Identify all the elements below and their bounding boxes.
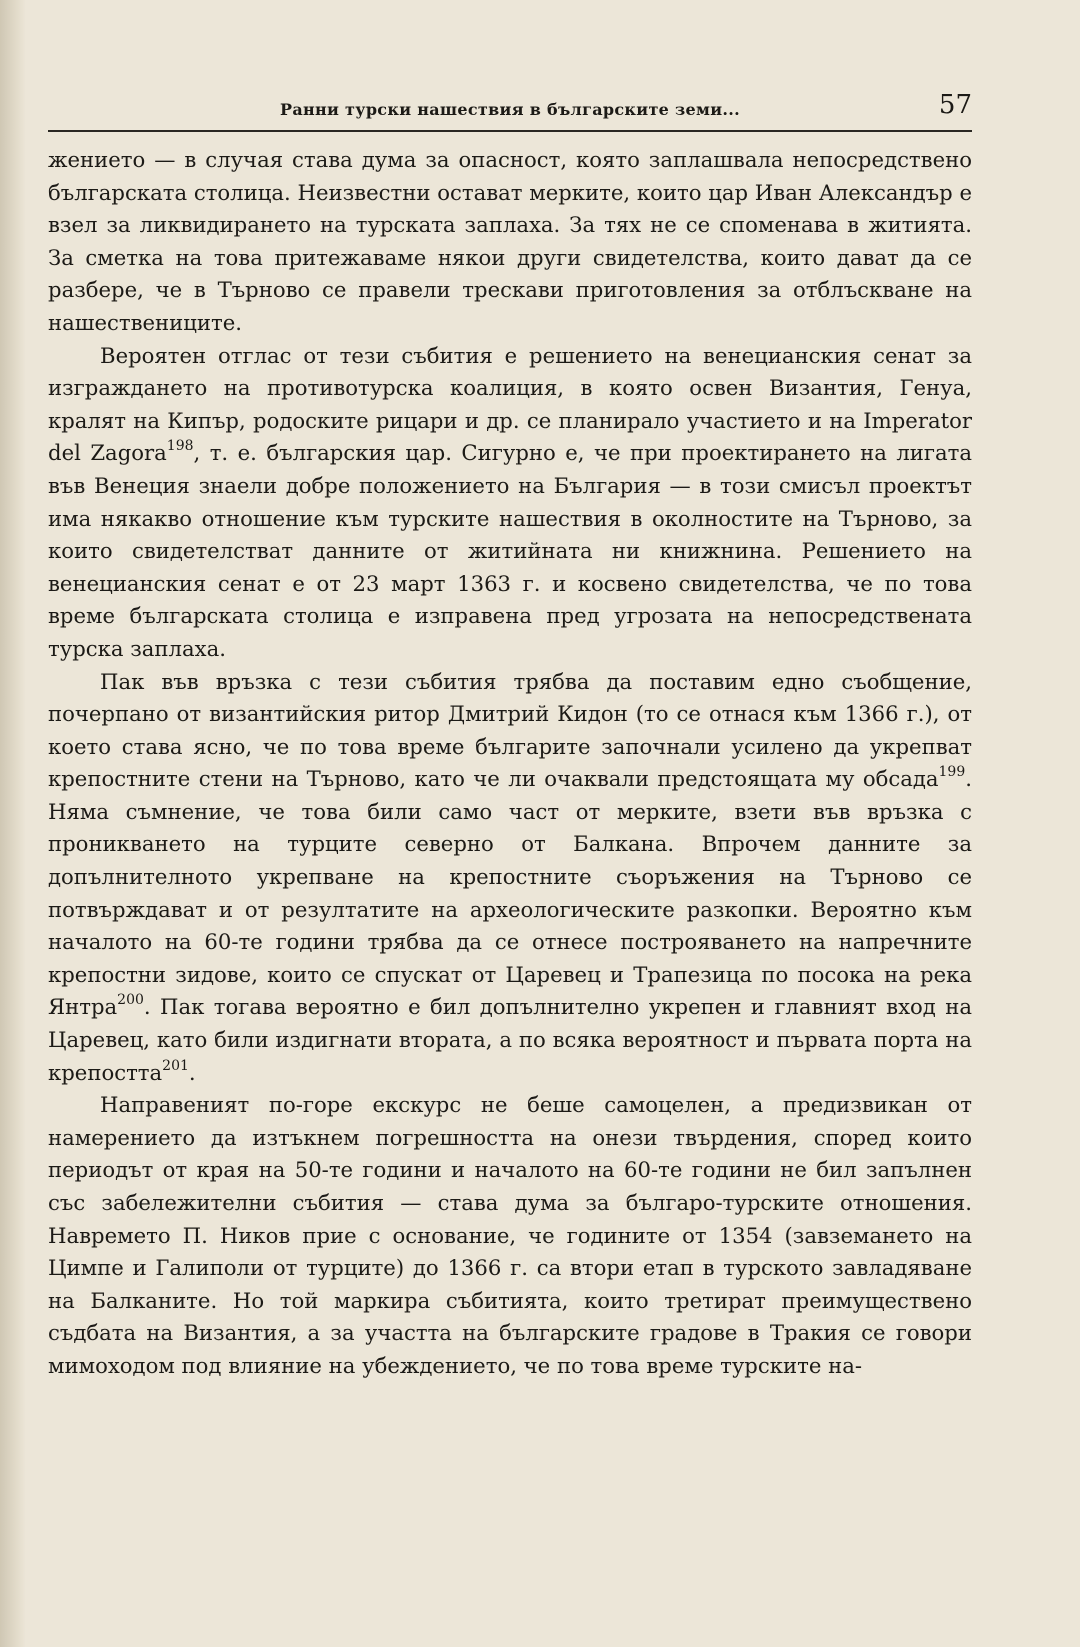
- paragraph: [48, 1089, 972, 1382]
- paragraph-text: Вероятен отглас от тези събития е решението на венецианския сенат за изграждането на противотурска коалиция, в която освен Византия, Генуа, кралят на Кипър, родоските рицари и др. се планирало участието и на Imperator del Zagora: [48, 342, 972, 466]
- paragraph-text: .: [188, 1059, 196, 1085]
- footnote-marker: 200: [117, 992, 144, 1009]
- paragraph-text: жението — в случая става дума за опасност, която заплашвала непосредствено българската столица. Неизвестни остават мерките, които цар Иван Александър е взел за ликвидирането на турската заплаха. За тях не се споменава в житията. За сметка на това притежаваме някои други свидетелства, които дават да се разбере, че в Търново се правели трескави приготовления за отблъскване на нашествениците.: [48, 147, 972, 335]
- footnote-marker: 198: [166, 438, 194, 455]
- body-text: [48, 144, 972, 1383]
- header-rule: [48, 130, 972, 132]
- paragraph-text: . Пак тогава вероятно е бил допълнително укрепен и главният вход на Царевец, като били издигнати втората, а по всяка вероятност и първата порта на крепостта: [48, 994, 972, 1085]
- paragraph-text: Направеният по-горе екскурс не беше самоцелен, а предизвикан от намерението да изтъкнем погрешността на онези твърдения, според които периодът от края на 50-те години и началото на 60-те години не бил запълнен със забележителни събития — става дума за българо-турските отношения. Навремето П. Ников прие с основание, че годините от 1354 (завземането на Цимпе и Галиполи от турците) до 1366 г. са втори етап в турското завладяване на Балканите. Но той маркира събитията, които третират преимуществено съдбата на Византия, а за участта на българските градове в Тракия се говори мимоходом под влияние на убеждението, че по това време турските на-: [48, 1092, 972, 1378]
- footnote-marker: 199: [938, 764, 966, 781]
- paragraph-text: . Няма съмнение, че това били само част от мерките, взети във връзка с проникването на турците северно от Балкана. Впрочем данните за допълнителното укрепване на крепостните съоръжения на Търново се потвърждават и от резултатите на археологическите разкопки. Вероятно към началото на 60-те години трябва да се отнесе построяването на напречните крепостни зидове, които се спускат от Царевец и Трапезица по посока на река Янтра: [48, 766, 972, 1020]
- paragraph: [48, 340, 972, 666]
- book-page: [48, 88, 972, 1383]
- paragraph: [48, 144, 972, 340]
- footnote-marker: 201: [162, 1057, 189, 1074]
- paragraph: [48, 666, 972, 1090]
- book-spine-shadow: [0, 0, 26, 1647]
- running-title: Ранни турски нашествия в българските земи...: [280, 100, 740, 119]
- paragraph-text: , т. е. българския цар. Сигурно е, че при проектирането на лигата във Венеция знаели добре положението на България — в този смисъл проектът има някакво отношение към турските нашествия в околностите на Търново, за които свидетелстват данните от житийната ни книжнина. Решението на венецианския сенат е от 23 март 1363 г. и косвено свидетелства, че по това време българската столица е изправена пред угрозата на непосредствената турска заплаха.: [48, 440, 972, 661]
- running-head: [48, 88, 972, 130]
- paragraph-text: Пак във връзка с тези събития трябва да поставим едно съобщение, почерпано от византийския ритор Дмитрий Кидон (то се отнася към 1366 г.), от което става ясно, че по това време българите започнали усилено да укрепват крепостните стени на Търново, като че ли очаквали предстоящата му обсада: [48, 668, 972, 792]
- page-number: 57: [938, 90, 972, 120]
